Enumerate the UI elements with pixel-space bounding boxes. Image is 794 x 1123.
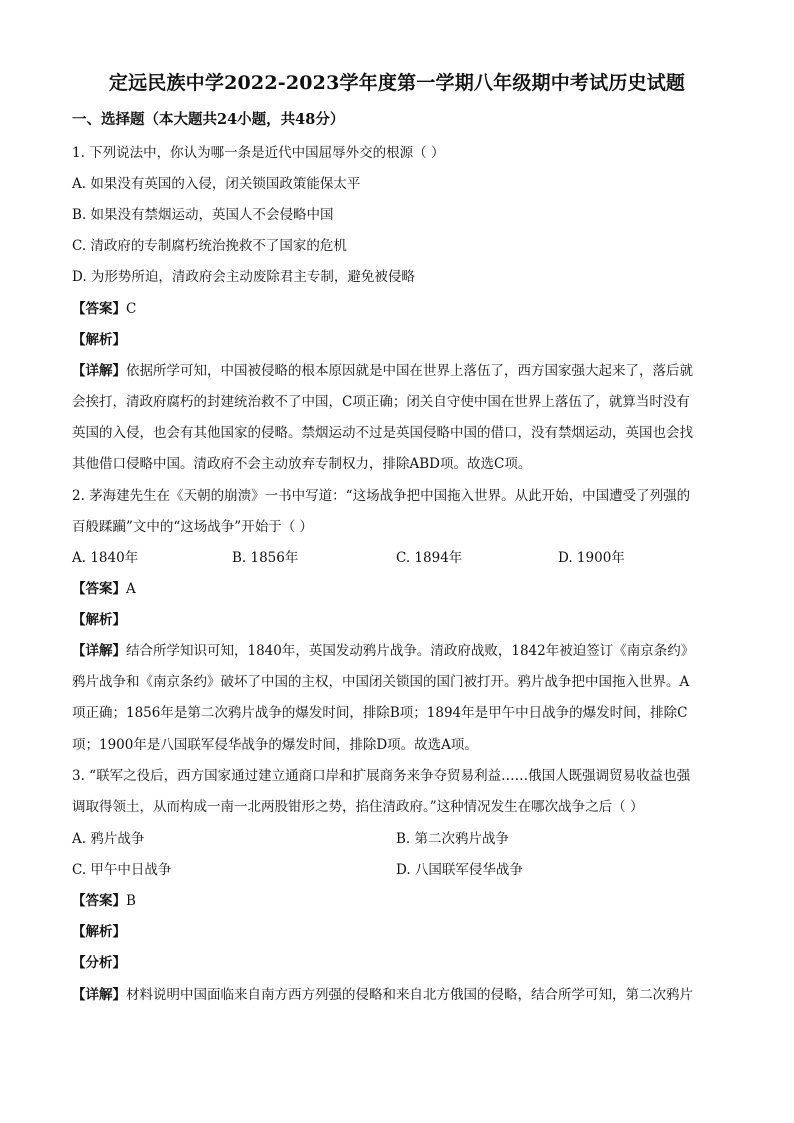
q2-option-c: C. 1894年 xyxy=(396,550,463,566)
q1-detail-line-3: 英国的入侵，也会有其他国家的侵略。禁烟运动不过是英国侵略中国的借口，没有禁烟运动，英国也会找 xyxy=(72,425,693,441)
q2-option-b: B. 1856年 xyxy=(232,550,299,566)
q1-detail-line-2: 会挨打，清政府腐朽的封建统治救不了中国，C项正确；闭关自守使中国在世界上落伍了，就算当时没有 xyxy=(72,394,690,410)
answer-value: C xyxy=(126,301,137,317)
q1-stem: 1. 下列说法中，你认为哪一条是近代中国屈辱外交的根源（ ） xyxy=(72,145,445,161)
q3-fenxi-tag: 【分析】 xyxy=(72,955,126,971)
q3-option-a: A. 鸦片战争 xyxy=(72,831,145,847)
q3-answer xyxy=(72,889,136,909)
q2-analysis-tag: 【解析】 xyxy=(72,612,126,628)
section-heading: 一、选择题（本大题共24小题，共48分） xyxy=(72,111,345,128)
q1-option-d: D. 为形势所迫，清政府会主动废除君主专制，避免被侵略 xyxy=(72,269,415,285)
q2-detail-line-3: 项正确；1856年是第二次鸦片战争的爆发时间，排除B项；1894年是甲午中日战争的爆发时间，排除C xyxy=(72,705,688,721)
q1-detail-line-1: 【详解】依据所学可知，中国被侵略的根本原因就是中国在世界上落伍了，西方国家强大起来了，落后就 xyxy=(72,363,693,379)
answer-value: B xyxy=(126,893,136,909)
q1-option-a: A. 如果没有英国的入侵，闭关锁国政策能保太平 xyxy=(72,176,361,192)
q3-stem-line-1: 3. “联军之役后，西方国家通过建立通商口岸和扩展商务来争夺贸易利益……俄国人既强调贸易收益也强 xyxy=(72,768,691,784)
q2-option-d: D. 1900年 xyxy=(558,550,625,566)
q1-option-c: C. 清政府的专制腐朽统治挽救不了国家的危机 xyxy=(72,238,347,254)
answer-tag: 【答案】 xyxy=(72,581,126,597)
q1-detail-line-4: 其他借口侵略中国。清政府不会主动放弃专制权力，排除ABD项。故选C项。 xyxy=(72,456,532,472)
q3-detail-line-1: 【详解】材料说明中国面临来自南方西方列强的侵略和来自北方俄国的侵略，结合所学可知，第二次鸦片 xyxy=(72,987,693,1003)
q2-option-a: A. 1840年 xyxy=(72,550,139,566)
answer-tag: 【答案】 xyxy=(72,301,126,317)
q2-answer xyxy=(72,577,136,597)
q3-analysis-tag: 【解析】 xyxy=(72,924,126,940)
q2-detail-line-2: 鸦片战争和《南京条约》破坏了中国的主权，中国闭关锁国的国门被打开。鸦片战争把中国拖入世界。A xyxy=(72,674,690,690)
q2-detail-line-1: 【详解】结合所学知识可知，1840年，英国发动鸦片战争。清政府战败，1842年被迫签订《南京条约》 xyxy=(72,643,695,659)
q1-option-b: B. 如果没有禁烟运动，英国人不会侵略中国 xyxy=(72,207,334,223)
answer-tag: 【答案】 xyxy=(72,893,126,909)
q3-option-c: C. 甲午中日战争 xyxy=(72,862,172,878)
page-title: 定远民族中学2022-2023学年度第一学期八年级期中考试历史试题 xyxy=(108,72,686,94)
detail-tag: 【详解】 xyxy=(72,363,126,379)
q1-answer xyxy=(72,297,136,317)
q3-stem-line-2: 调取得领土，从而构成一南一北两股钳形之势，掐住清政府。”这种情况发生在哪次战争之后（ ） xyxy=(72,799,644,815)
q2-detail-line-4: 项；1900年是八国联军侵华战争的爆发时间，排除D项。故选A项。 xyxy=(72,737,478,753)
q3-option-b: B. 第二次鸦片战争 xyxy=(396,831,510,847)
answer-value: A xyxy=(126,581,136,597)
detail-tag: 【详解】 xyxy=(72,987,126,1003)
q1-analysis-tag: 【解析】 xyxy=(72,332,126,348)
q2-stem-line-2: 百般蹂躏”文中的“这场战争”开始于（ ） xyxy=(72,519,313,535)
detail-tag: 【详解】 xyxy=(72,643,126,659)
q3-option-d: D. 八国联军侵华战争 xyxy=(396,862,523,878)
q2-stem-line-1: 2. 茅海建先生在《天朝的崩溃》一书中写道：“这场战争把中国拖入世界。从此开始，中国遭受了列强的 xyxy=(72,488,691,504)
